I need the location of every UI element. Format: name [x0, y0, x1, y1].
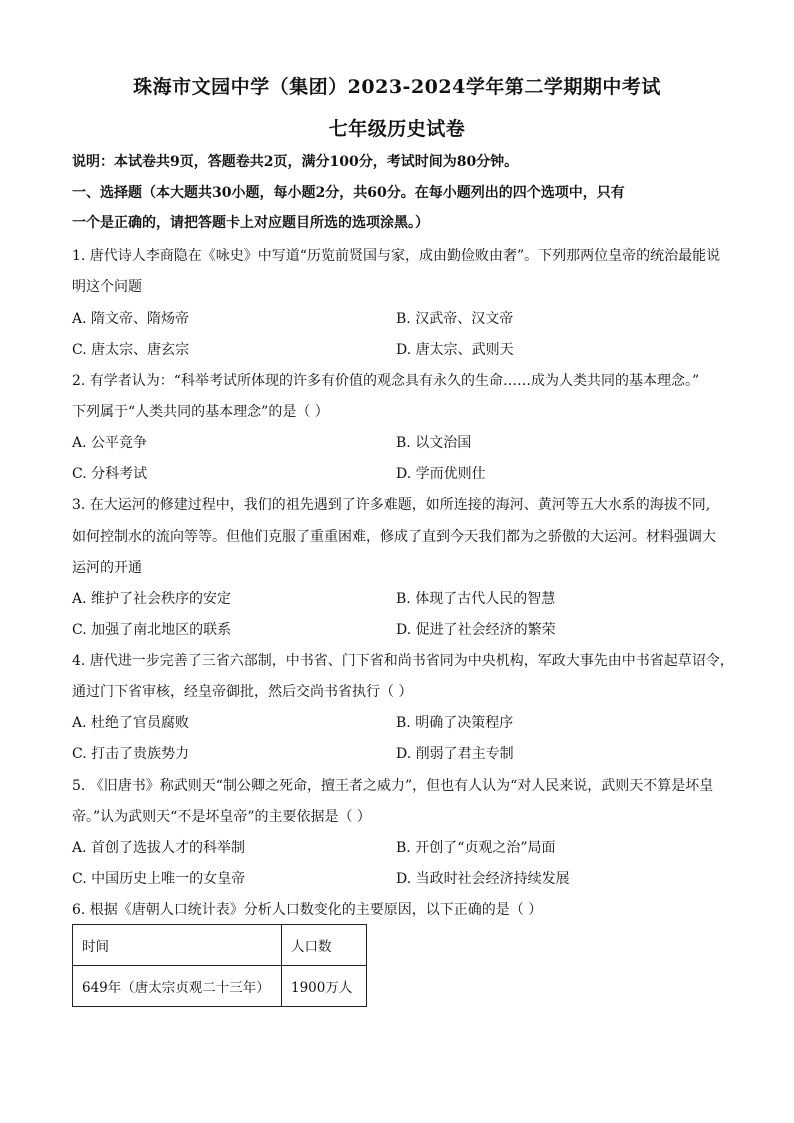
option-c[interactable]: C. 分科考试: [72, 466, 148, 482]
question-stem: 帝。”认为武则天“不是坏皇帝”的主要依据是（ ）: [72, 809, 371, 825]
option-b[interactable]: B. 以文治国: [396, 435, 472, 451]
table-row: [73, 966, 367, 1007]
option-b[interactable]: B. 明确了决策程序: [396, 715, 514, 731]
exam-subtitle: 七年级历史试卷: [328, 118, 466, 140]
option-a[interactable]: A. 隋文帝、隋炀帝: [72, 311, 190, 327]
option-d[interactable]: D. 唐太宗、武则天: [396, 342, 514, 358]
option-d[interactable]: D. 削弱了君主专制: [396, 746, 514, 762]
question-stem: 4. 唐代进一步完善了三省六部制，中书省、门下省和尚书省同为中央机构，军政大事先由中书省起草诏令，: [72, 653, 734, 669]
section-heading-cont: 一个是正确的，请把答题卡上对应题目所选的选项涂黑。）: [72, 215, 429, 231]
instructions: 说明：本试卷共9页，答题卷共2页，满分100分，考试时间为80分钟。: [72, 154, 519, 170]
question-stem: 下列属于“人类共同的基本理念”的是（ ）: [72, 404, 329, 420]
exam-title: 珠海市文园中学（集团）2023-2024学年第二学期期中考试: [133, 76, 661, 98]
option-b[interactable]: B. 汉武帝、汉文帝: [396, 311, 514, 327]
option-d[interactable]: D. 学而优则仕: [396, 466, 486, 482]
option-a[interactable]: A. 公平竞争: [72, 435, 148, 451]
option-a[interactable]: A. 杜绝了官员腐败: [72, 715, 190, 731]
question-stem: 运河的开通: [72, 560, 142, 576]
question-stem: 通过门下省审核，经皇帝御批，然后交尚书省执行（ ）: [72, 684, 413, 700]
table-header-cell: 时间: [73, 925, 282, 966]
population-table: [72, 924, 367, 1007]
option-c[interactable]: C. 加强了南北地区的联系: [72, 622, 232, 638]
question-stem: 3. 在大运河的修建过程中，我们的祖先遇到了许多难题，如所连接的海河、黄河等五大水系的海拔不同,: [72, 497, 711, 513]
question-stem: 6. 根据《唐朝人口统计表》分析人口数变化的主要原因，以下正确的是（ ）: [72, 902, 543, 918]
section-heading: 一、选择题（本大题共30小题，每小题2分，共60分。在每小题列出的四个选项中，只有: [72, 185, 625, 201]
option-b[interactable]: B. 体现了古代人民的智慧: [396, 591, 556, 607]
option-b[interactable]: B. 开创了“贞观之治”局面: [396, 840, 556, 856]
table-header-cell: 人口数: [282, 925, 367, 966]
option-d[interactable]: D. 促进了社会经济的繁荣: [396, 622, 556, 638]
question-stem: 明这个问题: [72, 279, 142, 295]
question-stem: 1. 唐代诗人李商隐在《咏史》中写道“历览前贤国与家，成由勤俭败由奢”。下列那两位皇帝的统治最能说: [72, 248, 721, 264]
table-cell: 1900万人: [282, 966, 367, 1007]
option-c[interactable]: C. 唐太宗、唐玄宗: [72, 342, 190, 358]
table-cell: 649年（唐太宗贞观二十三年）: [73, 966, 282, 1007]
table-header-row: [73, 925, 367, 966]
option-d[interactable]: D. 当政时社会经济持续发展: [396, 871, 570, 887]
option-a[interactable]: A. 维护了社会秩序的安定: [72, 591, 232, 607]
option-c[interactable]: C. 打击了贵族势力: [72, 746, 190, 762]
question-stem: 2. 有学者认为：“科举考试所体现的许多有价值的观念具有永久的生命……成为人类共同的基本理念。”: [72, 373, 700, 389]
option-c[interactable]: C. 中国历史上唯一的女皇帝: [72, 871, 246, 887]
option-a[interactable]: A. 首创了选拔人才的科举制: [72, 840, 246, 856]
question-stem: 5. 《旧唐书》称武则天“制公卿之死命，擅王者之威力”，但也有人认为“对人民来说，武则天不算是坏皇: [72, 778, 714, 794]
question-stem: 如何控制水的流向等等。但他们克服了重重困难，修成了直到今天我们都为之骄傲的大运河。材料强调大: [72, 529, 716, 545]
